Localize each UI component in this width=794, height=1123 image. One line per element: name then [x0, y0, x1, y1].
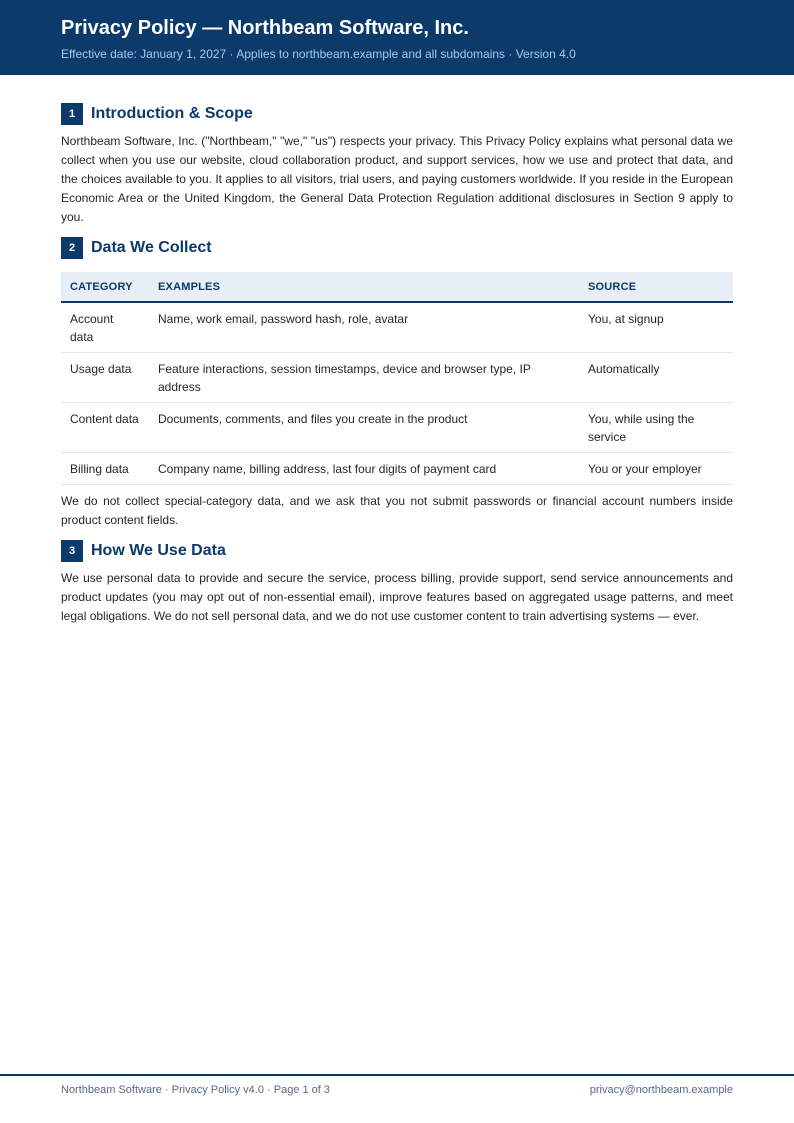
- table-row: [61, 353, 733, 403]
- table-row: [61, 302, 733, 353]
- table-header-row: [61, 272, 733, 302]
- source-cell: You, at signup: [579, 302, 733, 353]
- section-how-we-use-data: [61, 540, 733, 626]
- examples-cell: Documents, comments, and files you create in the product: [149, 403, 579, 453]
- source-cell: You, while using the service: [579, 403, 733, 453]
- section-heading: [61, 237, 733, 259]
- section-body: We do not collect special-category data, and we ask that you not submit passwords or financial account numbers inside product content fields.: [61, 494, 733, 527]
- category-cell: Billing data: [61, 453, 149, 485]
- section-heading: [61, 540, 733, 562]
- column-header-examples: EXAMPLES: [149, 272, 579, 302]
- document-header: [0, 0, 794, 75]
- page-title: Privacy Policy — Northbeam Software, Inc.: [61, 17, 469, 39]
- section-title: Introduction & Scope: [91, 105, 253, 122]
- section-introduction: [61, 103, 733, 227]
- examples-cell: Feature interactions, session timestamps, device and browser type, IP address: [149, 353, 579, 403]
- section-body: We use personal data to provide and secure the service, process billing, provide support, send service announcements and product updates (you may opt out of non-essential email), improve features based on aggregated usage patterns, and meet legal obligations. We do not sell personal data, and we do not use customer content to train advertising systems — ever.: [61, 571, 733, 623]
- data-collection-table: [61, 272, 733, 485]
- table-row: [61, 403, 733, 453]
- column-header-category: CATEGORY: [61, 272, 149, 302]
- table-row: [61, 453, 733, 485]
- examples-cell: Name, work email, password hash, role, avatar: [149, 302, 579, 353]
- category-cell: Content data: [61, 403, 149, 453]
- section-number-badge: 2: [61, 237, 83, 259]
- footer-page-info: Northbeam Software · Privacy Policy v4.0 · Page 1 of 3: [61, 1084, 331, 1096]
- policy-content: [61, 103, 733, 626]
- footer-divider: [0, 1074, 794, 1076]
- category-cell: Usage data: [61, 353, 149, 403]
- examples-cell: Company name, billing address, last four digits of payment card: [149, 453, 579, 485]
- section-body: Northbeam Software, Inc. ("Northbeam," "we," "us") respects your privacy. This Privacy Policy explains what personal data we collect when you use our website, cloud collaboration product, and support services, how we use and protect that data, and the choices available to you. It applies to all visitors, trial users, and paying customers worldwide. If you reside in the European Economic Area or the United Kingdom, the General Data Protection Regulation additional disclosures in Section 9 apply to you.: [61, 134, 733, 224]
- section-heading: [61, 103, 733, 125]
- source-cell: Automatically: [579, 353, 733, 403]
- effective-date-line: Effective date: January 1, 2027 · Applies to northbeam.example and all subdomains · Version 4.0: [61, 47, 576, 61]
- column-header-source: SOURCE: [579, 272, 733, 302]
- section-title: How We Use Data: [91, 542, 226, 559]
- section-number-badge: 1: [61, 103, 83, 125]
- category-cell: Account data: [61, 302, 149, 353]
- source-cell: You or your employer: [579, 453, 733, 485]
- footer-contact-email: privacy@northbeam.example: [589, 1084, 733, 1096]
- section-number-badge: 3: [61, 540, 83, 562]
- section-title: Data We Collect: [91, 239, 212, 256]
- section-data-we-collect: [61, 237, 733, 530]
